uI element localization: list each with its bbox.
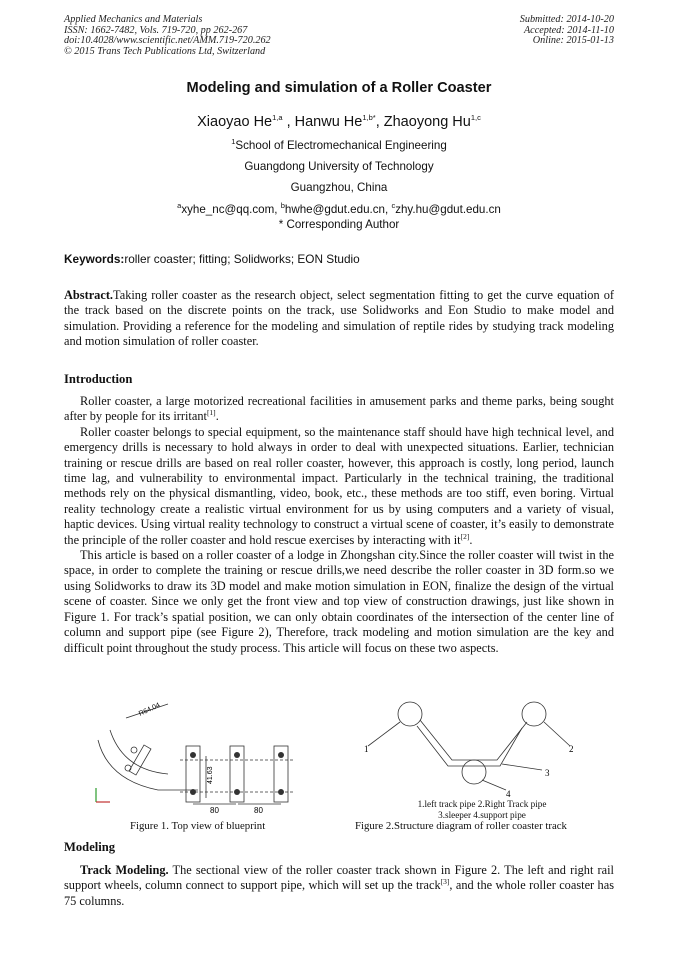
leader-1 <box>368 722 400 746</box>
email-sup: c <box>391 201 396 211</box>
citation: [2] <box>460 531 470 541</box>
author-list <box>0 114 678 130</box>
figure-1-caption: Figure 1. Top view of blueprint <box>130 820 266 832</box>
left-track-pipe <box>398 702 422 726</box>
column-base <box>129 745 151 775</box>
right-track-pipe <box>522 702 546 726</box>
affiliation-school <box>0 139 678 152</box>
email-link[interactable]: hwhe@gdut.edu.cn, <box>284 203 392 216</box>
bolt-hole <box>234 752 240 758</box>
journal-name: Applied Mechanics and Materials <box>64 14 203 25</box>
school-name: School of Electromechanical Engineering <box>235 139 447 152</box>
bolt-hole <box>278 789 284 795</box>
paragraph <box>64 863 614 909</box>
section-heading-introduction: Introduction <box>64 372 133 386</box>
dim-radius: R64.04 <box>137 701 162 718</box>
affil-sup: 1 <box>231 137 236 147</box>
keywords <box>64 252 360 266</box>
subsection-label: Track Modeling. <box>80 863 169 877</box>
paragraph-text: The sectional view of the roller coaster track shown in Figure 2. The left and right rail support wheels, column connect to support pipe, which will set up the track <box>64 863 614 893</box>
issn-line: ISSN: 1662-7482, Vols. 719-720, pp 262-267 <box>64 24 248 36</box>
keywords-text: roller coaster; fitting; Solidworks; EON Studio <box>124 252 360 266</box>
paragraph <box>64 394 614 425</box>
introduction-body <box>64 394 614 656</box>
paragraph: This article is based on a roller coaster of a lodge in Zhongshan city.Since the roller coaster will twist in the space, in order to complete the training or rescue drills,we need describe the roller coaster in 3D form.so we using Solidworks to draw its 3D model and make motion simulation in EON, finalize the design of the virtual scene of coaster. Since we only get the front view and top view of construction drawings, just like shown in Figure 1. For track’s spatial position, we can only obtain coordinates of the intersection of the center line of column and support pipe (see Figure 2), Therefore, track modeling and motion simulation are the key and difficult point throughout the study process. This article will focus on these two aspects. <box>64 548 614 655</box>
email-sup: b <box>280 201 285 211</box>
figure-2-structure-diagram <box>362 700 602 800</box>
paragraph-text: , and the whole roller coaster has 75 columns. <box>64 878 615 908</box>
submitted-date: Submitted: 2014-10-20 <box>519 14 614 25</box>
author-sup: 1,a <box>272 113 283 123</box>
legend-line: 3.sleeper 4.support pipe <box>438 809 526 820</box>
paragraph-text: Roller coaster, a large motorized recreational facilities in amusement parks and theme parks, being sought after by people for its irritant <box>64 394 614 424</box>
section-heading-modeling: Modeling <box>64 840 116 854</box>
citation: [3] <box>440 877 450 887</box>
author-emails <box>0 203 678 216</box>
dim-w1: 80 <box>210 806 219 815</box>
email-link[interactable]: zhy.hu@gdut.edu.cn <box>395 203 501 216</box>
online-date: Online: 2015-01-13 <box>532 35 614 47</box>
figure-2-caption: Figure 2.Structure diagram of roller coaster track <box>355 820 567 832</box>
bolt-hole <box>278 752 284 758</box>
bolt-hole <box>131 747 137 753</box>
author-name: Hanwu He <box>294 114 363 130</box>
leader-2 <box>544 722 570 746</box>
modeling-body <box>64 863 614 909</box>
author-sep: , <box>282 114 295 130</box>
figure-2-legend <box>362 799 602 820</box>
paragraph <box>64 425 614 548</box>
corresponding-author: * Corresponding Author <box>278 218 400 231</box>
curve-track-inner <box>110 730 168 774</box>
legend-line: 1.left track pipe 2.Right Track pipe <box>417 799 547 809</box>
label-3: 3 <box>545 768 550 778</box>
author-sep: , <box>375 114 384 130</box>
copyright-line: © 2015 Trans Tech Publications Ltd, Switzerland <box>64 45 266 57</box>
keywords-label: Keywords: <box>64 252 125 266</box>
dates-info <box>520 15 614 47</box>
abstract-text: Taking roller coaster as the research object, select segmentation fitting to get the curve equation of the track based on the discrete points on the track, use Solidworks and Eon Studio to make model and simulation. Providing a reference for the modeling and simulation of reptile rides by studying track modeling and motion simulation of roller coaster. <box>64 288 614 349</box>
bolt-hole <box>125 765 131 771</box>
paragraph-text: Roller coaster belongs to special equipment, so the maintenance staff should have high technical level, and emergency drills is necessary to hold always in order to deal with unexpected situations. Earlier, technician training or rescue drills are based on real roller coaster, however, this approach is costly, long period, launch time lag, and vulnerability to environmental impact. Particularly in the technical training, the traditional methods rely on the physical dismantling, video, book, etc., these methods are too stiff, even boring. Virtual reality technology create a realistic virtual environment for us by using computers and a variety of visual, haptic devices. Using virtual reality technology to construct a virtual scene of coaster, it’s easily to demonstrate the principle of the roller coaster and hold rescue exercises by interacting with it <box>64 424 614 547</box>
bolt-hole <box>190 752 196 758</box>
paper-title: Modeling and simulation of a Roller Coaster <box>186 80 492 96</box>
leader-3 <box>502 764 542 770</box>
author-sup: 1,b* <box>362 113 376 123</box>
label-1: 1 <box>364 744 369 754</box>
author-name: Zhaoyong Hu <box>383 114 471 130</box>
accepted-date: Accepted: 2014-11-10 <box>523 24 614 36</box>
abstract <box>64 288 614 350</box>
figure-1-blueprint <box>88 700 318 815</box>
abstract-label: Abstract. <box>64 288 114 302</box>
email-link[interactable]: xyhe_nc@qq.com, <box>181 203 281 216</box>
leader-4 <box>482 780 506 790</box>
bolt-hole <box>190 789 196 795</box>
author-name: Xiaoyao He <box>197 114 273 130</box>
citation: [1] <box>206 408 216 418</box>
affiliation-city: Guangzhou, China <box>290 181 388 194</box>
paragraph-end: . <box>469 532 473 547</box>
dim-w2: 80 <box>254 806 263 815</box>
journal-info <box>64 15 271 57</box>
dim-height: 41.63 <box>207 766 214 784</box>
label-4: 4 <box>506 789 511 799</box>
doi-line: doi:10.4028/www.scientific.net/AMM.719-720.262 <box>64 35 271 47</box>
sleeper-outer <box>420 720 527 760</box>
label-2: 2 <box>569 744 574 754</box>
paragraph-end: . <box>215 409 219 424</box>
email-sup: a <box>177 201 182 211</box>
author-sup: 1,c <box>470 113 481 123</box>
affiliation-university: Guangdong University of Technology <box>244 160 434 173</box>
bolt-hole <box>234 789 240 795</box>
